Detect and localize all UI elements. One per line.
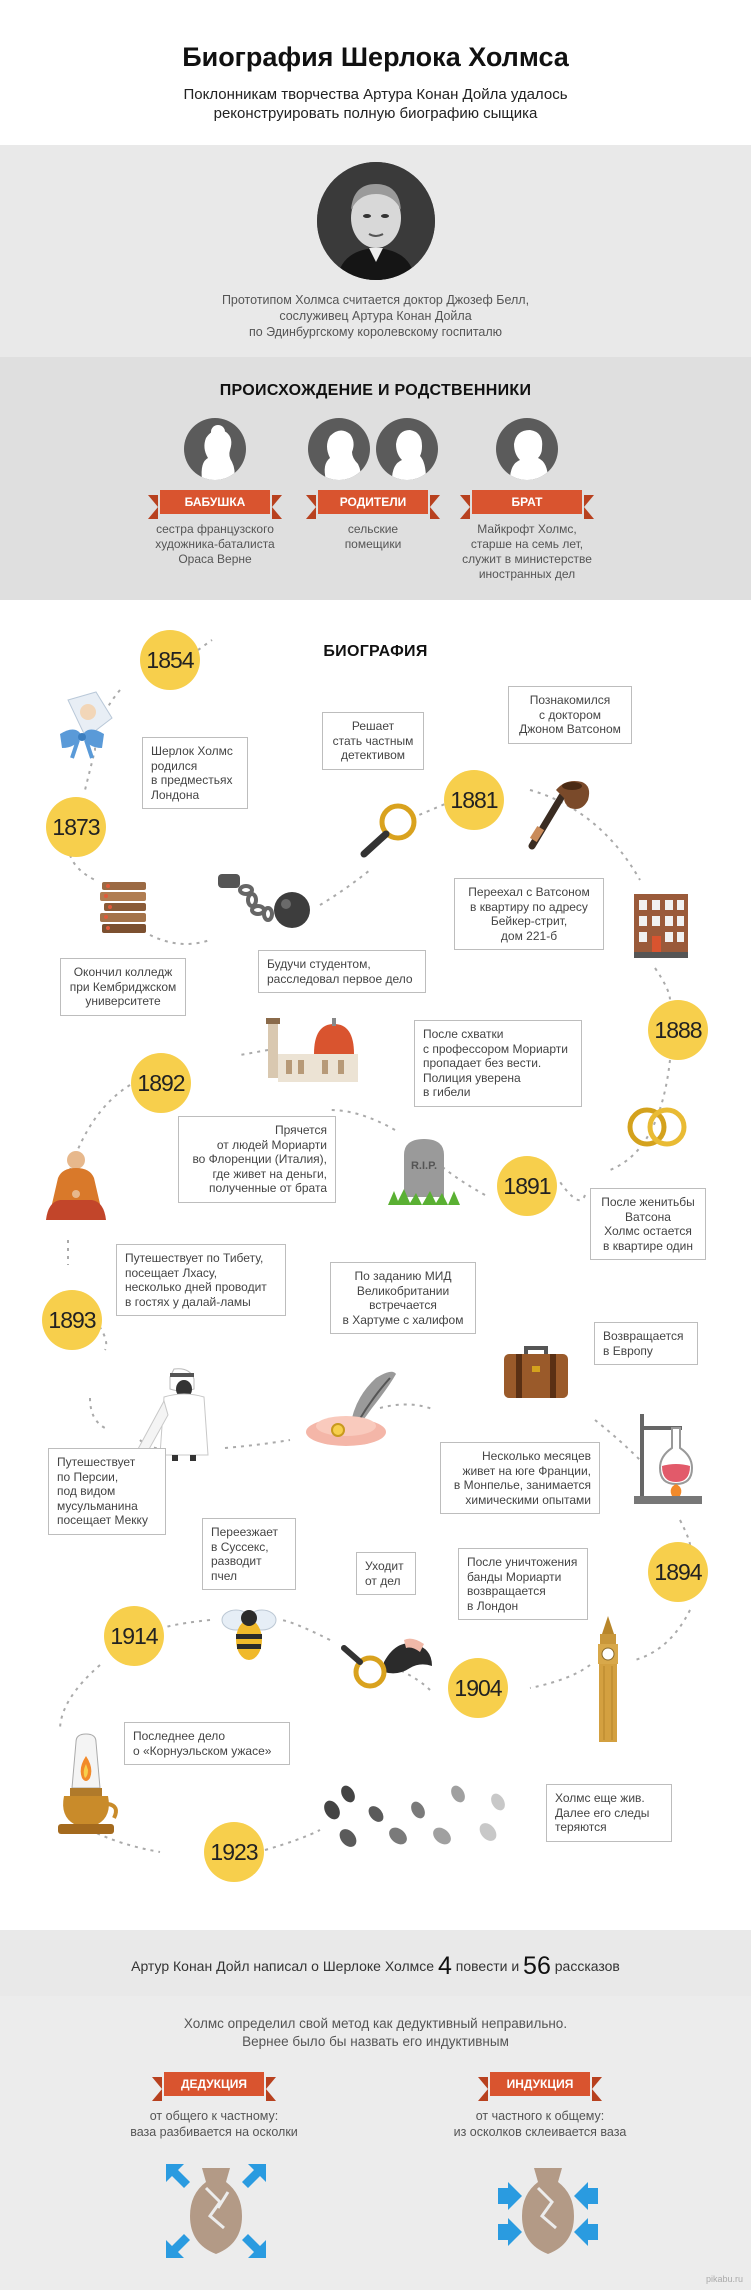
text-line: сослуживец Артура Конан Дойла [279,309,472,323]
text-line: сестра французского [156,522,274,536]
text-line: в гибели [423,1085,471,1099]
ribbon-label: ДЕДУКЦИЯ [180,2077,248,2091]
subtitle-line: Поклонникам творчества Артура Конан Дойла удалось [183,86,568,103]
callout-still-alive [546,1784,672,1842]
year-1892: 1892 [131,1053,191,1113]
callout-born [142,737,248,809]
text-line: Майкрофт Холмс, [477,522,577,536]
baby-blanket-icon [56,690,116,760]
text-line: Будучи студентом, [267,957,371,971]
arab-disguise-icon [134,1365,226,1461]
text-line: о «Корнуэльском ужасе» [133,1743,272,1758]
callout-florence [178,1116,336,1203]
turban-feather-icon [302,1368,402,1448]
callout-persia [48,1448,166,1535]
biography-title: БИОГРАФИЯ [323,643,428,660]
vase-breaking-icon [162,2158,270,2264]
text-line: Полиция уверена [423,1070,521,1085]
text-line: Прототипом Холмса считается доктор Джозеф Белл, [221,293,530,307]
text-line: После уничтожения [467,1555,578,1569]
text-line: с доктором [538,707,602,722]
text-line: во Флоренции (Италия), [192,1152,327,1166]
text-line: от общего к частному: [149,2109,279,2123]
text-line: от дел [365,1573,401,1588]
text-line: несколько дней проводит [125,1280,267,1294]
text-line: служит в министерстве [462,552,592,566]
subtitle-line: реконструировать полную биографию сыщика [213,105,538,122]
footprints-icon [318,1780,518,1850]
text-line: где живет на деньги, [212,1166,327,1181]
text-line: Бейкер-стрит, [490,914,568,928]
magnifying-glass-icon [358,800,424,860]
origin-title: ПРОИСХОЖДЕНИЕ И РОДСТВЕННИКИ [219,382,532,399]
text-line: разводит пчел [211,1554,262,1583]
text-line: при Кембриджском [69,979,177,994]
year-1888: 1888 [648,1000,708,1060]
text-line: в квартиру по адресу [470,899,588,914]
year-1923: 1923 [204,1822,264,1882]
text-line: живет на юге Франции, [462,1463,591,1478]
text-line: Холмс остается [604,1224,692,1238]
text-line: Окончил колледж [73,965,173,979]
text-line: старше на семь лет, [470,537,584,551]
stories-count: 56 [523,1952,551,1980]
text-line: Уходит [365,1559,404,1573]
callout-retire [356,1552,416,1595]
ribbon-label: ИНДУКЦИЯ [506,2077,574,2091]
callout-europe [594,1322,698,1365]
monk-icon [40,1148,110,1224]
text-line: в Лондон [467,1598,519,1613]
text-line: дом 221-б [500,928,558,943]
watermark: pikabu.ru [705,2274,743,2284]
year-1873: 1873 [46,797,106,857]
callout-watson [508,686,632,744]
vase-assembling-icon [494,2158,602,2264]
text-line: от людей Мориарти [216,1137,327,1152]
text-line: детективом [340,748,406,762]
text-line: под видом [57,1484,116,1498]
deduction-ribbon [152,2072,276,2096]
callout-baker-street [454,878,604,950]
callout-tibet [116,1244,286,1316]
method-description [0,2015,751,2051]
text-line: Путешествует [57,1455,136,1469]
text-line: теряются [555,1820,607,1834]
text-line: банды Мориарти [467,1569,562,1584]
text-line: Несколько месяцев [482,1449,591,1463]
chemistry-flask-icon [632,1412,704,1506]
text-line: Великобритании [356,1283,450,1298]
text-line: Ватсона [625,1209,671,1224]
oil-lamp-icon [54,1732,120,1838]
novels-count: 4 [437,1952,452,1980]
big-ben-icon [592,1616,624,1744]
text-line: Ораса Верне [178,552,252,566]
ribbon-label: РОДИТЕЛИ [339,495,407,509]
text-line: художника-баталиста [155,537,275,551]
text-line: Холмс еще жив. [555,1791,645,1805]
text-line: Вернее было бы назвать его индуктивным [242,2034,509,2049]
text-line: стать частным [332,733,414,748]
callout-watson-married [590,1188,706,1260]
callout-montpellier [440,1442,600,1514]
year-1904: 1904 [448,1658,508,1718]
text-line: сельские [347,522,399,536]
callout-detective [322,712,424,770]
text-line: мусульманина [57,1498,138,1513]
text-line: Возвращается [603,1329,684,1343]
text-line: в Монпелье, занимается [453,1478,591,1492]
text-fragment: рассказов [554,1958,620,1974]
text-line: иностранных дел [478,567,576,581]
tombstone-icon [386,1135,462,1207]
year-1881: 1881 [444,770,504,830]
year-1914: 1914 [104,1606,164,1666]
induction-ribbon [478,2072,602,2096]
text-line: посещает Лхасу, [125,1265,218,1280]
callout-khartoum [330,1262,476,1334]
year-1891: 1891 [497,1156,557,1216]
deduction-description [112,2108,316,2140]
pipe-icon [526,770,598,850]
text-line: посещает Мекку [57,1513,148,1527]
books-icon [98,878,150,938]
text-line: химическими опытами [465,1492,591,1507]
induction-description [438,2108,642,2140]
text-line: Далее его следы [555,1805,650,1820]
florence-cathedral-icon [262,1016,364,1088]
text-line: родился [151,758,198,773]
works-count [0,1952,751,1981]
callout-college [60,958,186,1016]
page-title: Биография Шерлока Холмса [182,42,569,72]
text-line: Познакомился [529,693,611,707]
text-line: из осколков склеивается ваза [453,2125,627,2139]
text-line: по Персии, [57,1469,119,1484]
year-1894: 1894 [648,1542,708,1602]
text-line: возвращается [467,1584,546,1598]
suitcase-icon [502,1344,570,1400]
ball-and-chain-icon [216,866,316,936]
ribbon-label: БРАТ [511,495,543,509]
text-line: Шерлок Холмс [151,744,233,758]
ribbon-label: БАБУШКА [184,495,246,509]
text-line: расследовал первое дело [267,971,413,986]
text-line: помещики [344,537,402,551]
text-line: Путешествует по Тибету, [125,1251,264,1265]
text-line: Переехал с Ватсоном [468,885,590,899]
baker-street-house-icon [632,890,690,960]
wedding-rings-icon [622,1102,692,1152]
year-1854: 1854 [140,630,200,690]
text-line: ваза разбивается на осколки [130,2125,298,2139]
callout-london-return [458,1548,588,1620]
text-line: университете [85,994,161,1008]
text-line: в квартире один [603,1238,693,1253]
text-line: Решает [351,719,395,733]
text-line: Прячется [274,1123,327,1137]
text-line: в Хартуме с халифом [342,1312,464,1327]
callout-first-case [258,950,426,993]
text-line: Переезжает [211,1525,279,1539]
text-line: Последнее дело [133,1729,226,1743]
year-1893: 1893 [42,1290,102,1350]
text-line: После женитьбы [601,1195,695,1209]
text-line: по Эдинбургскому королевскому госпиталю [248,325,503,339]
text-line: Джоном Ватсоном [519,722,621,736]
callout-sussex [202,1518,296,1590]
text-line: Холмс определил свой метод как дедуктивный неправильно. [183,2016,568,2031]
text-line: встречается [369,1298,437,1312]
text-line: По заданию МИД [354,1269,452,1283]
text-line: в предместьях [151,773,233,787]
text-line: с профессором Мориарти [423,1041,568,1056]
text-fragment: повести и [455,1958,520,1974]
text-line: от частного к общему: [475,2109,605,2123]
text-fragment: Артур Конан Дойл написал о Шерлоке Холмсе [131,1958,435,1974]
callout-cornish [124,1722,290,1765]
text-line: полученные от брата [209,1181,327,1195]
text-line: в Суссекс, [211,1539,269,1554]
text-line: в гостях у далай-ламы [125,1294,251,1309]
text-line: После схватки [423,1027,504,1041]
text-line: в Европу [603,1343,653,1358]
text-line: Лондона [151,787,200,802]
text-line: пропадает без вести. [423,1056,542,1070]
tombstone-text: R.I.P. [410,1160,438,1172]
bee-icon [214,1600,284,1666]
callout-moriarty-fight [414,1020,582,1107]
magnifier-and-hat-icon [340,1632,436,1696]
